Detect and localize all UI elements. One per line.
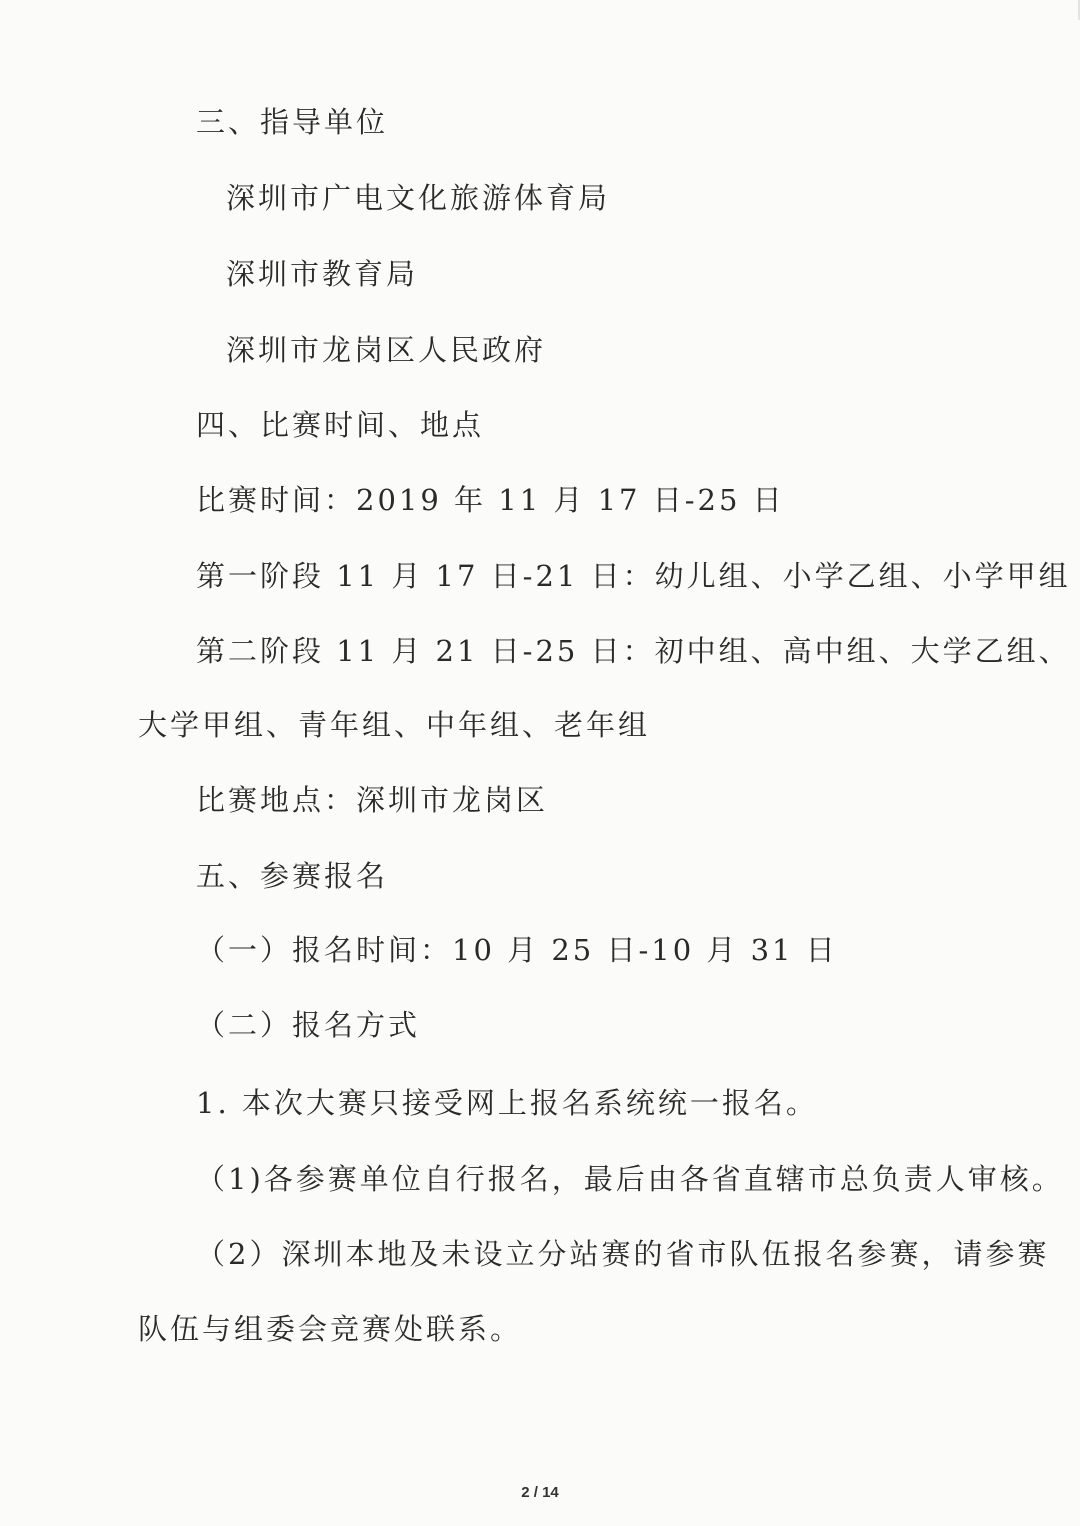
guidance-unit-1: 深圳市广电文化旅游体育局 [226, 181, 611, 215]
registration-method-heading: （二）报名方式 [196, 1008, 421, 1042]
stage-two-continued: 大学甲组、青年组、中年组、老年组 [138, 708, 651, 742]
section-heading-time-place: 四、比赛时间、地点 [196, 408, 485, 442]
registration-subitem-2-continued: 队伍与组委会竞赛处联系。 [138, 1312, 523, 1346]
guidance-unit-2: 深圳市教育局 [226, 257, 419, 291]
page-number: 2 / 14 [521, 1484, 559, 1501]
registration-time: （一）报名时间：10 月 25 日-10 月 31 日 [196, 933, 838, 967]
competition-location: 比赛地点：深圳市龙岗区 [196, 783, 549, 817]
registration-item-1: 1. 本次大赛只接受网上报名系统统一报名。 [196, 1086, 818, 1120]
guidance-unit-3: 深圳市龙岗区人民政府 [226, 333, 547, 367]
competition-time: 比赛时间：2019 年 11 月 17 日-25 日 [196, 483, 785, 517]
registration-subitem-1: （1)各参赛单位自行报名，最后由各省直辖市总负责人审核。 [196, 1162, 1064, 1196]
stage-one: 第一阶段 11 月 17 日-21 日：幼儿组、小学乙组、小学甲组 [196, 559, 1071, 593]
registration-subitem-2: （2）深圳本地及未设立分站赛的省市队伍报名参赛，请参赛 [196, 1237, 1050, 1271]
section-heading-registration: 五、参赛报名 [196, 859, 389, 893]
section-heading-guidance: 三、指导单位 [196, 105, 389, 139]
stage-two: 第二阶段 11 月 21 日-25 日：初中组、高中组、大学乙组、 [196, 634, 1071, 668]
